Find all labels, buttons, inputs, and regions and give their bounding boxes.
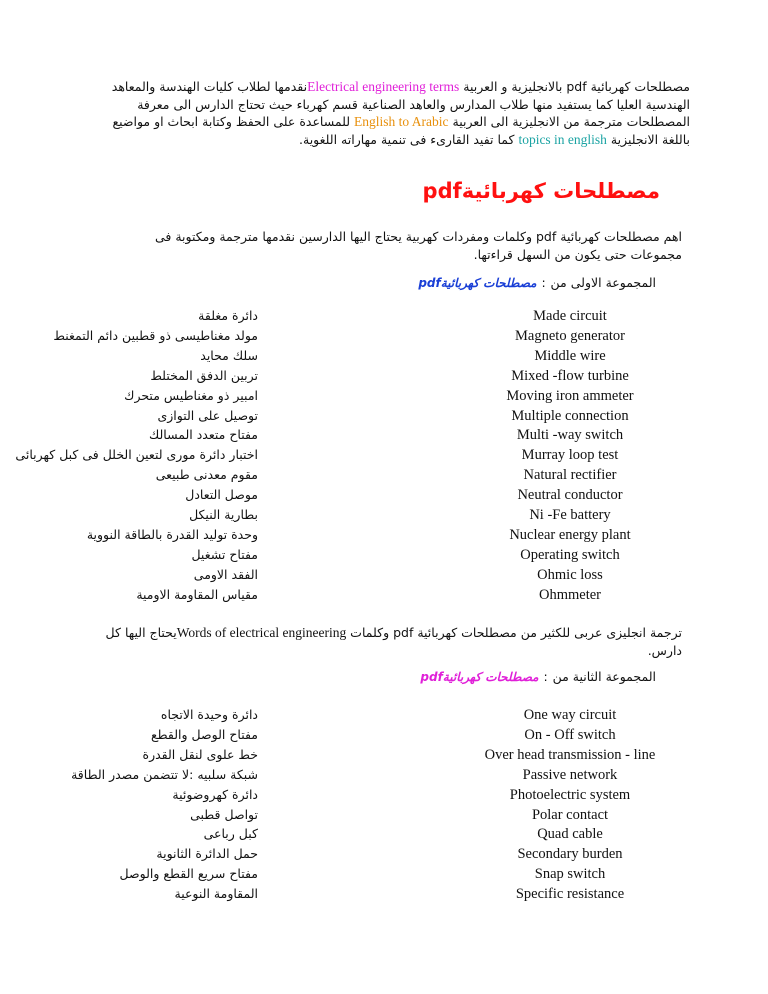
term-english: Mixed -flow turbine bbox=[511, 367, 629, 384]
term-english: Ohmic loss bbox=[537, 566, 603, 583]
intro-term-english-to-arabic: English to Arabic bbox=[354, 114, 449, 129]
term-english: Secondary burden bbox=[517, 846, 623, 863]
group2-heading: المجموعة الثانية من:مصطلحات كهربائيةpdf bbox=[420, 669, 656, 684]
term-english: Made circuit bbox=[533, 308, 607, 324]
term-row bbox=[0, 705, 768, 725]
term-row bbox=[0, 745, 768, 765]
term-english: Operating switch bbox=[520, 546, 620, 563]
term-english: Multiple connection bbox=[511, 407, 629, 424]
term-english: Multi -way switch bbox=[516, 427, 624, 444]
description-paragraph: اهم مصطلحات كهربائية pdf وكلمات ومفردات كهربية يحتاج اليها الدارسين نقدمها مترجمة ومكتوبة فى مجموعات حتى يكون من السهل قراءتها. bbox=[154, 229, 682, 262]
term-arabic: دائرة وحيدة الاتجاه bbox=[160, 707, 258, 722]
term-arabic: مفتاح متعدد المسالك bbox=[148, 427, 258, 443]
term-english: Quad cable bbox=[537, 826, 603, 843]
term-arabic: مقوم معدنى طبيعى bbox=[155, 467, 258, 483]
term-arabic: امبير ذو مغناطيس متحرك bbox=[124, 387, 258, 403]
group1-title: مصطلحات كهربائيةpdf bbox=[418, 276, 537, 290]
term-english: Natural rectifier bbox=[523, 467, 617, 484]
group2-title: مصطلحات كهربائيةpdf bbox=[420, 670, 539, 684]
intro-paragraph bbox=[90, 78, 690, 148]
term-row bbox=[0, 306, 768, 326]
term-row bbox=[0, 485, 768, 505]
term-english: One way circuit bbox=[523, 707, 617, 723]
term-arabic: تواصل قطبى bbox=[190, 806, 258, 822]
term-arabic: مفتاح سريع القطع والوصل bbox=[119, 866, 258, 882]
term-row bbox=[0, 366, 768, 386]
term-row bbox=[0, 386, 768, 406]
term-arabic: شبكة سلبيه :لا تتضمن مصدر الطاقة bbox=[71, 766, 258, 782]
term-english: Middle wire bbox=[534, 347, 606, 364]
term-arabic: المقاومة النوعية bbox=[174, 886, 258, 902]
term-english: Moving iron ammeter bbox=[506, 387, 634, 404]
translation-note bbox=[100, 624, 682, 660]
term-english: Passive network bbox=[522, 766, 618, 783]
group1-label: المجموعة الاولى من bbox=[550, 275, 656, 290]
intro-text-1: مصطلحات كهربائية pdf بالانجليزية و العربية bbox=[459, 79, 690, 94]
group1-heading: المجموعة الاولى من:مصطلحات كهربائيةpdf bbox=[418, 275, 656, 290]
term-row bbox=[0, 585, 768, 605]
term-arabic: خط علوى لنقل القدرة bbox=[142, 746, 258, 762]
term-row bbox=[0, 326, 768, 346]
translation-note-ar2: يحتاج اليها كل دارس. bbox=[105, 625, 682, 658]
term-arabic: مولد مغناطيسى ذو قطبين دائم التمغنط bbox=[53, 327, 258, 343]
term-english: Snap switch bbox=[534, 866, 606, 883]
term-row bbox=[0, 406, 768, 426]
intro-text-2: نقدمها لطلاب كليات الهندسة والمعاهد الهندسية العليا كما يستفيد منها طلاب المدارس والعاهد الصناعية قسم كهرباء حيث تحتاج الدارس الى معرفة المصطلحات مترجمة من الانجليزية الى العربية bbox=[111, 79, 690, 129]
term-english: Over head transmission - line bbox=[484, 746, 656, 763]
term-arabic: مفتاح الوصل والقطع bbox=[151, 726, 258, 742]
term-arabic: الفقد الاومى bbox=[193, 566, 258, 582]
term-row bbox=[0, 525, 768, 545]
term-english: Specific resistance bbox=[515, 886, 625, 903]
term-row bbox=[0, 864, 768, 884]
term-arabic: توصيل على التوازى bbox=[157, 407, 258, 423]
term-arabic: موصل التعادل bbox=[185, 487, 258, 503]
term-row bbox=[0, 785, 768, 805]
intro-text-4: كما تفيد القارىء فى تنمية مهاراته اللغوية. bbox=[299, 131, 519, 147]
term-row bbox=[0, 824, 768, 844]
group2-label: المجموعة الثانية من bbox=[552, 669, 656, 684]
term-arabic: كبل رباعى bbox=[203, 826, 258, 842]
term-row bbox=[0, 805, 768, 825]
term-english: Ohmmeter bbox=[538, 586, 601, 603]
intro-term-topics-in-english: topics in english bbox=[518, 131, 607, 147]
term-english: Neutral conductor bbox=[517, 487, 623, 504]
term-row bbox=[0, 425, 768, 445]
term-arabic: حمل الدائرة الثانوية bbox=[156, 846, 258, 862]
term-row bbox=[0, 884, 768, 904]
translation-note-ar1: ترجمة انجليزى عربى للكثير من مصطلحات كهربائية pdf وكلمات bbox=[346, 625, 682, 640]
term-arabic: مفتاح تشغيل bbox=[191, 546, 258, 562]
term-row bbox=[0, 465, 768, 485]
term-english: On - Off switch bbox=[524, 726, 616, 743]
term-arabic: بطارية النيكل bbox=[189, 507, 258, 522]
intro-text-3: للمساعدة على الحفظ وكتابة ابحاث او مواضيع باللغة الانجليزية bbox=[112, 114, 690, 147]
term-row bbox=[0, 545, 768, 565]
term-row bbox=[0, 565, 768, 585]
term-arabic: دائرة مغلقة bbox=[198, 308, 258, 323]
term-english: Polar contact bbox=[531, 806, 609, 823]
term-english: Murray loop test bbox=[521, 447, 619, 464]
term-row bbox=[0, 445, 768, 465]
term-english: Ni -Fe battery bbox=[529, 507, 611, 523]
term-arabic: وحدة توليد القدرة بالطاقة النووية bbox=[86, 526, 258, 542]
term-english: Magneto generator bbox=[515, 327, 625, 344]
term-arabic: تربين الدفق المختلط bbox=[150, 367, 258, 383]
main-title: مصطلحات كهربائيةpdf bbox=[422, 179, 660, 203]
term-arabic: سلك محايد bbox=[200, 347, 258, 363]
term-row bbox=[0, 844, 768, 864]
term-english: Photoelectric system bbox=[509, 786, 631, 803]
translation-note-en: Words of electrical engineering bbox=[176, 625, 347, 640]
term-arabic: مقياس المقاومة الاومية bbox=[136, 586, 258, 602]
term-arabic: اختبار دائرة مورى لتعين الخلل فى كبل كهربائى bbox=[15, 447, 258, 463]
intro-term-electrical-engineering: Electrical engineering terms bbox=[307, 79, 460, 94]
term-row bbox=[0, 765, 768, 785]
term-english: Nuclear energy plant bbox=[509, 526, 631, 543]
term-arabic: دائرة كهروضوئية bbox=[172, 786, 258, 802]
term-row bbox=[0, 505, 768, 525]
term-row bbox=[0, 725, 768, 745]
term-row bbox=[0, 346, 768, 366]
